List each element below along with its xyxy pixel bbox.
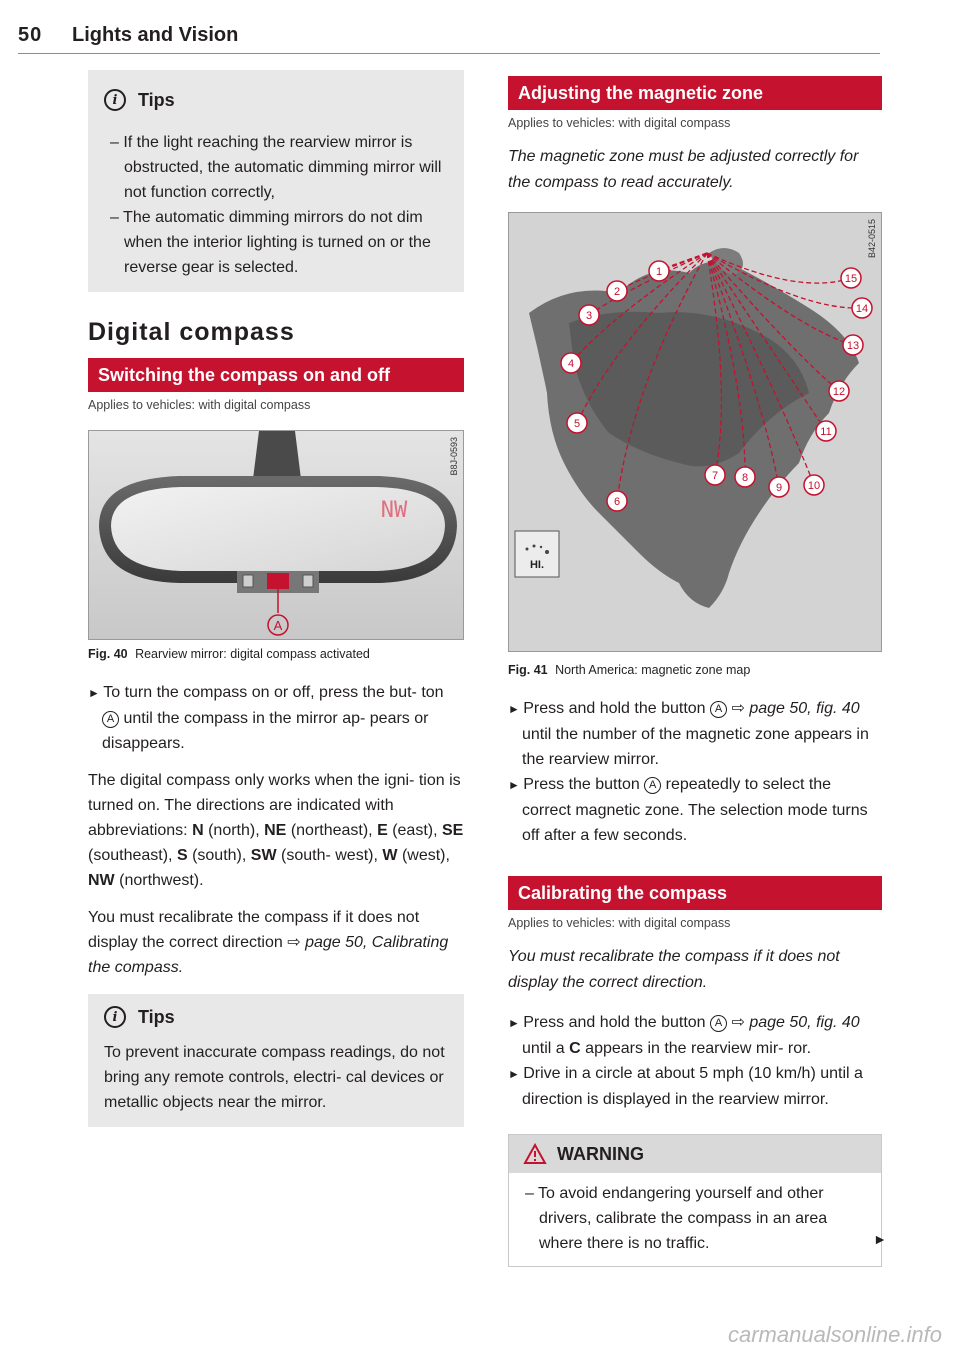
zone-number-label: 14 (855, 303, 869, 315)
directions-paragraph (88, 768, 464, 893)
calibrating-intro: You must recalibrate the compass if it does not display the correct direction. (508, 948, 840, 991)
figure-caption (88, 646, 464, 662)
caption-number: Fig. 41 (508, 663, 548, 677)
warning-text: – To avoid endangering yourself and other drivers, calibrate the compass in an area where there is no traffic. (525, 1185, 828, 1252)
zone-number-label: 15 (844, 273, 858, 285)
tips-header (104, 70, 448, 130)
dir-abbr: E (377, 822, 388, 839)
button-a-ref: A (710, 701, 727, 718)
zone-number-label: 8 (741, 472, 749, 484)
zone-number-label: 11 (820, 426, 832, 438)
rearview-mirror-illustration (89, 431, 463, 639)
right-column (508, 76, 887, 1267)
dir-abbr: W (382, 847, 398, 864)
zone-number-label: 7 (711, 470, 719, 482)
hawaii-label: HI. (529, 559, 545, 571)
page-header (18, 22, 880, 54)
instruction-step (508, 1010, 882, 1061)
bullet-arrow-icon: ► (508, 702, 524, 716)
step-text: To turn the compass on or off, press the but- ton (103, 684, 444, 701)
zone-number-label: 12 (832, 386, 846, 398)
continue-arrow-icon: ► (873, 1231, 887, 1247)
zone-number-label: 2 (613, 286, 621, 298)
watermark: carmanualsonline.info (727, 1322, 942, 1347)
tips-title: Tips (138, 1006, 175, 1027)
magnetic-zone-intro: The magnetic zone must be adjusted correctly for the compass to read accurately. (508, 148, 859, 191)
zone-number-label: 1 (655, 266, 663, 278)
tips-item: – The automatic dimming mirrors do not dim when the interior lighting is turned on or the reverse gear is selected. (110, 209, 431, 276)
tips-box (88, 70, 464, 292)
button-a-ref: A (710, 1015, 727, 1032)
applies-to: Applies to vehicles: with digital compass (88, 398, 311, 412)
tips-header (104, 994, 448, 1040)
calibrating-title: Calibrating the compass (508, 876, 882, 910)
warning-triangle-icon (523, 1143, 547, 1165)
dir-abbr: NW (88, 872, 115, 889)
page-reference-link[interactable]: ⇨ page 50, fig. 40 (731, 1014, 860, 1031)
bullet-arrow-icon: ► (508, 1067, 524, 1081)
tips-text: To prevent inaccurate compass readings, do not bring any remote controls, electri- cal devices or metallic objects near the mirror. (104, 1044, 445, 1111)
warning-body (509, 1173, 887, 1266)
warning-header (509, 1135, 881, 1173)
instruction-step (508, 772, 882, 848)
page-reference-link[interactable]: ⇨ page 50, fig. 40 (731, 700, 860, 717)
zone-number-label: 5 (573, 418, 581, 430)
dir-name: (southeast), (88, 847, 173, 864)
dir-name: (north), (208, 822, 260, 839)
info-icon: i (104, 1006, 126, 1028)
step-text: until the compass in the mirror ap- pears or disappears. (102, 710, 429, 752)
figure-code: B8J-0593 (449, 437, 459, 476)
para-text: The digital compass only works when the igni- tion is turned on. The directions are indicated with abbreviations: (88, 772, 461, 839)
dir-name: (south), (192, 847, 247, 864)
bullet-arrow-icon: ► (508, 1016, 524, 1030)
button-a-ref: A (644, 777, 661, 794)
bullet-arrow-icon: ► (508, 778, 524, 792)
warning-title: WARNING (557, 1143, 644, 1164)
page-number: 50 (18, 24, 43, 46)
tips-box-2 (88, 994, 464, 1127)
warning-box (508, 1134, 887, 1267)
dir-name: (northwest). (119, 872, 204, 889)
step-text: Press and hold the button (523, 700, 706, 717)
step-text: Drive in a circle at about 5 mph (10 km/h) until a direction is displayed in the rearview mirror. (522, 1065, 863, 1108)
magnetic-zone-title: Adjusting the magnetic zone (508, 76, 882, 110)
recalibrate-paragraph (88, 905, 464, 980)
page-reference-link[interactable]: ⇨ page 50, Calibrating the compass. (88, 934, 449, 976)
dir-abbr: N (192, 822, 204, 839)
figure-40 (88, 430, 464, 640)
applies-to: Applies to vehicles: with digital compass (508, 916, 731, 930)
dir-abbr: S (176, 847, 188, 864)
dir-abbr: SE (442, 822, 464, 839)
dir-name: (west), (401, 847, 450, 864)
calibration-symbol: C (569, 1040, 581, 1057)
magnetic-zone-map (509, 213, 881, 651)
dir-name: (northeast), (290, 822, 373, 839)
para-text: You must recalibrate the compass if it does not display the correct direction (88, 909, 420, 951)
step-text: repeatedly to select the correct magnetic zone. The selection mode turns off after a few seconds. (522, 776, 868, 844)
step-text: appears in the rearview mir- ror. (585, 1040, 812, 1057)
caption-text: Rearview mirror: digital compass activated (135, 647, 370, 661)
left-column (88, 70, 464, 1127)
dir-abbr: SW (250, 847, 277, 864)
step-text: Press the button (523, 776, 640, 793)
zone-number-label: 6 (613, 496, 621, 508)
applies-to: Applies to vehicles: with digital compass (508, 116, 731, 130)
tips-title: Tips (138, 89, 175, 110)
dir-name: (east), (392, 822, 438, 839)
zone-number-label: 4 (567, 358, 575, 370)
zone-number-label: 13 (846, 340, 860, 352)
instruction-step (508, 1061, 882, 1112)
zone-number-label: 3 (585, 310, 593, 322)
zone-number-label: 10 (807, 480, 821, 492)
button-a-ref: A (102, 711, 119, 728)
switching-compass-title: Switching the compass on and off (88, 358, 464, 392)
tips-item: – If the light reaching the rearview mirror is obstructed, the automatic dimming mirror will not function correctly, (110, 134, 442, 201)
zone-number-label: 9 (775, 482, 783, 494)
figure-caption (508, 662, 882, 678)
dir-abbr: NE (264, 822, 287, 839)
mirror-direction-display: NW (380, 498, 408, 523)
bullet-arrow-icon: ► (88, 686, 104, 700)
figure-code: B42-0515 (867, 219, 877, 259)
step-text: Press and hold the button (523, 1014, 706, 1031)
step-text: until a (522, 1040, 565, 1057)
step-text: until the number of the magnetic zone appears in the rearview mirror. (522, 726, 869, 768)
caption-number: Fig. 40 (88, 647, 128, 661)
dir-name: (south- west), (281, 847, 378, 864)
info-icon: i (104, 89, 126, 111)
instruction-step (508, 696, 882, 772)
callout-a-label: A (273, 618, 283, 633)
caption-text: North America: magnetic zone map (555, 663, 751, 677)
instruction-step (88, 680, 464, 756)
figure-41 (508, 212, 882, 652)
digital-compass-heading: Digital compass (88, 318, 295, 346)
section-title: Lights and Vision (72, 24, 239, 46)
